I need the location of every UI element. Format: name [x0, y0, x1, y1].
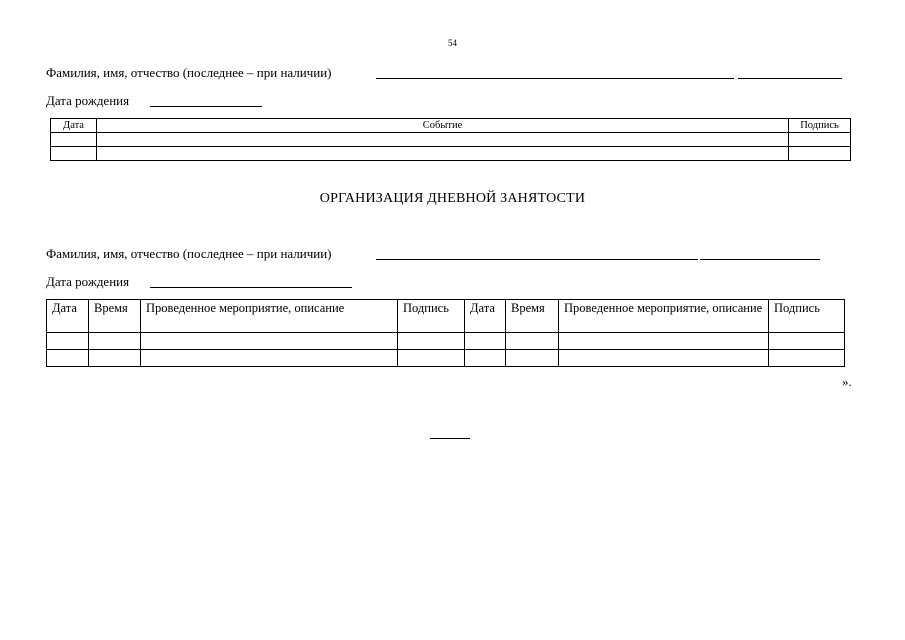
header-time: Время [506, 300, 559, 333]
header-signature: Подпись [789, 119, 851, 133]
birth-field-1[interactable] [150, 92, 262, 107]
birth-label-2: Дата рождения [46, 274, 130, 289]
cell-time[interactable] [506, 333, 559, 350]
header-date: Дата [47, 300, 89, 333]
table-row [51, 133, 851, 147]
fio-field-1-extra[interactable] [738, 64, 842, 79]
header-signature: Подпись [398, 300, 465, 333]
header-signature: Подпись [769, 300, 845, 333]
cell-activity[interactable] [141, 350, 398, 367]
cell-activity[interactable] [559, 333, 769, 350]
events-table [50, 118, 851, 161]
cell-signature[interactable] [398, 333, 465, 350]
closing-quote: ». [842, 374, 852, 389]
fio-label-2: Фамилия, имя, отчество (последнее – при наличии) [46, 246, 332, 261]
cell-activity[interactable] [141, 333, 398, 350]
header-date: Дата [465, 300, 506, 333]
header-activity: Проведенное мероприятие, описание [559, 300, 769, 333]
fio-label-1: Фамилия, имя, отчество (последнее – при наличии) [46, 65, 332, 80]
cell-signature[interactable] [398, 350, 465, 367]
cell-time[interactable] [89, 350, 141, 367]
page-number: 54 [448, 38, 457, 48]
fio-field-2[interactable] [376, 245, 698, 260]
cell-date[interactable] [47, 350, 89, 367]
activities-table-header [47, 300, 845, 333]
table-row [51, 147, 851, 161]
fio-field-1[interactable] [376, 64, 734, 79]
cell-signature[interactable] [789, 133, 851, 147]
activities-table [46, 299, 845, 367]
events-table-header [51, 119, 851, 133]
cell-signature[interactable] [769, 333, 845, 350]
table-row [47, 350, 845, 367]
cell-date[interactable] [51, 133, 97, 147]
cell-event[interactable] [97, 133, 789, 147]
cell-signature[interactable] [769, 350, 845, 367]
header-time: Время [89, 300, 141, 333]
header-activity: Проведенное мероприятие, описание [141, 300, 398, 333]
cell-date[interactable] [465, 350, 506, 367]
table-row [47, 333, 845, 350]
cell-time[interactable] [89, 333, 141, 350]
header-event: Событие [97, 119, 789, 133]
birth-field-2[interactable] [150, 273, 352, 288]
cell-event[interactable] [97, 147, 789, 161]
fio-field-2-extra[interactable] [700, 245, 820, 260]
birth-label-1: Дата рождения [46, 93, 130, 108]
cell-date[interactable] [47, 333, 89, 350]
section-title: ОРГАНИЗАЦИЯ ДНЕВНОЙ ЗАНЯТОСТИ [319, 191, 586, 206]
cell-date[interactable] [51, 147, 97, 161]
cell-time[interactable] [506, 350, 559, 367]
cell-activity[interactable] [559, 350, 769, 367]
cell-date[interactable] [465, 333, 506, 350]
header-date: Дата [51, 119, 97, 133]
end-divider [430, 438, 470, 439]
cell-signature[interactable] [789, 147, 851, 161]
